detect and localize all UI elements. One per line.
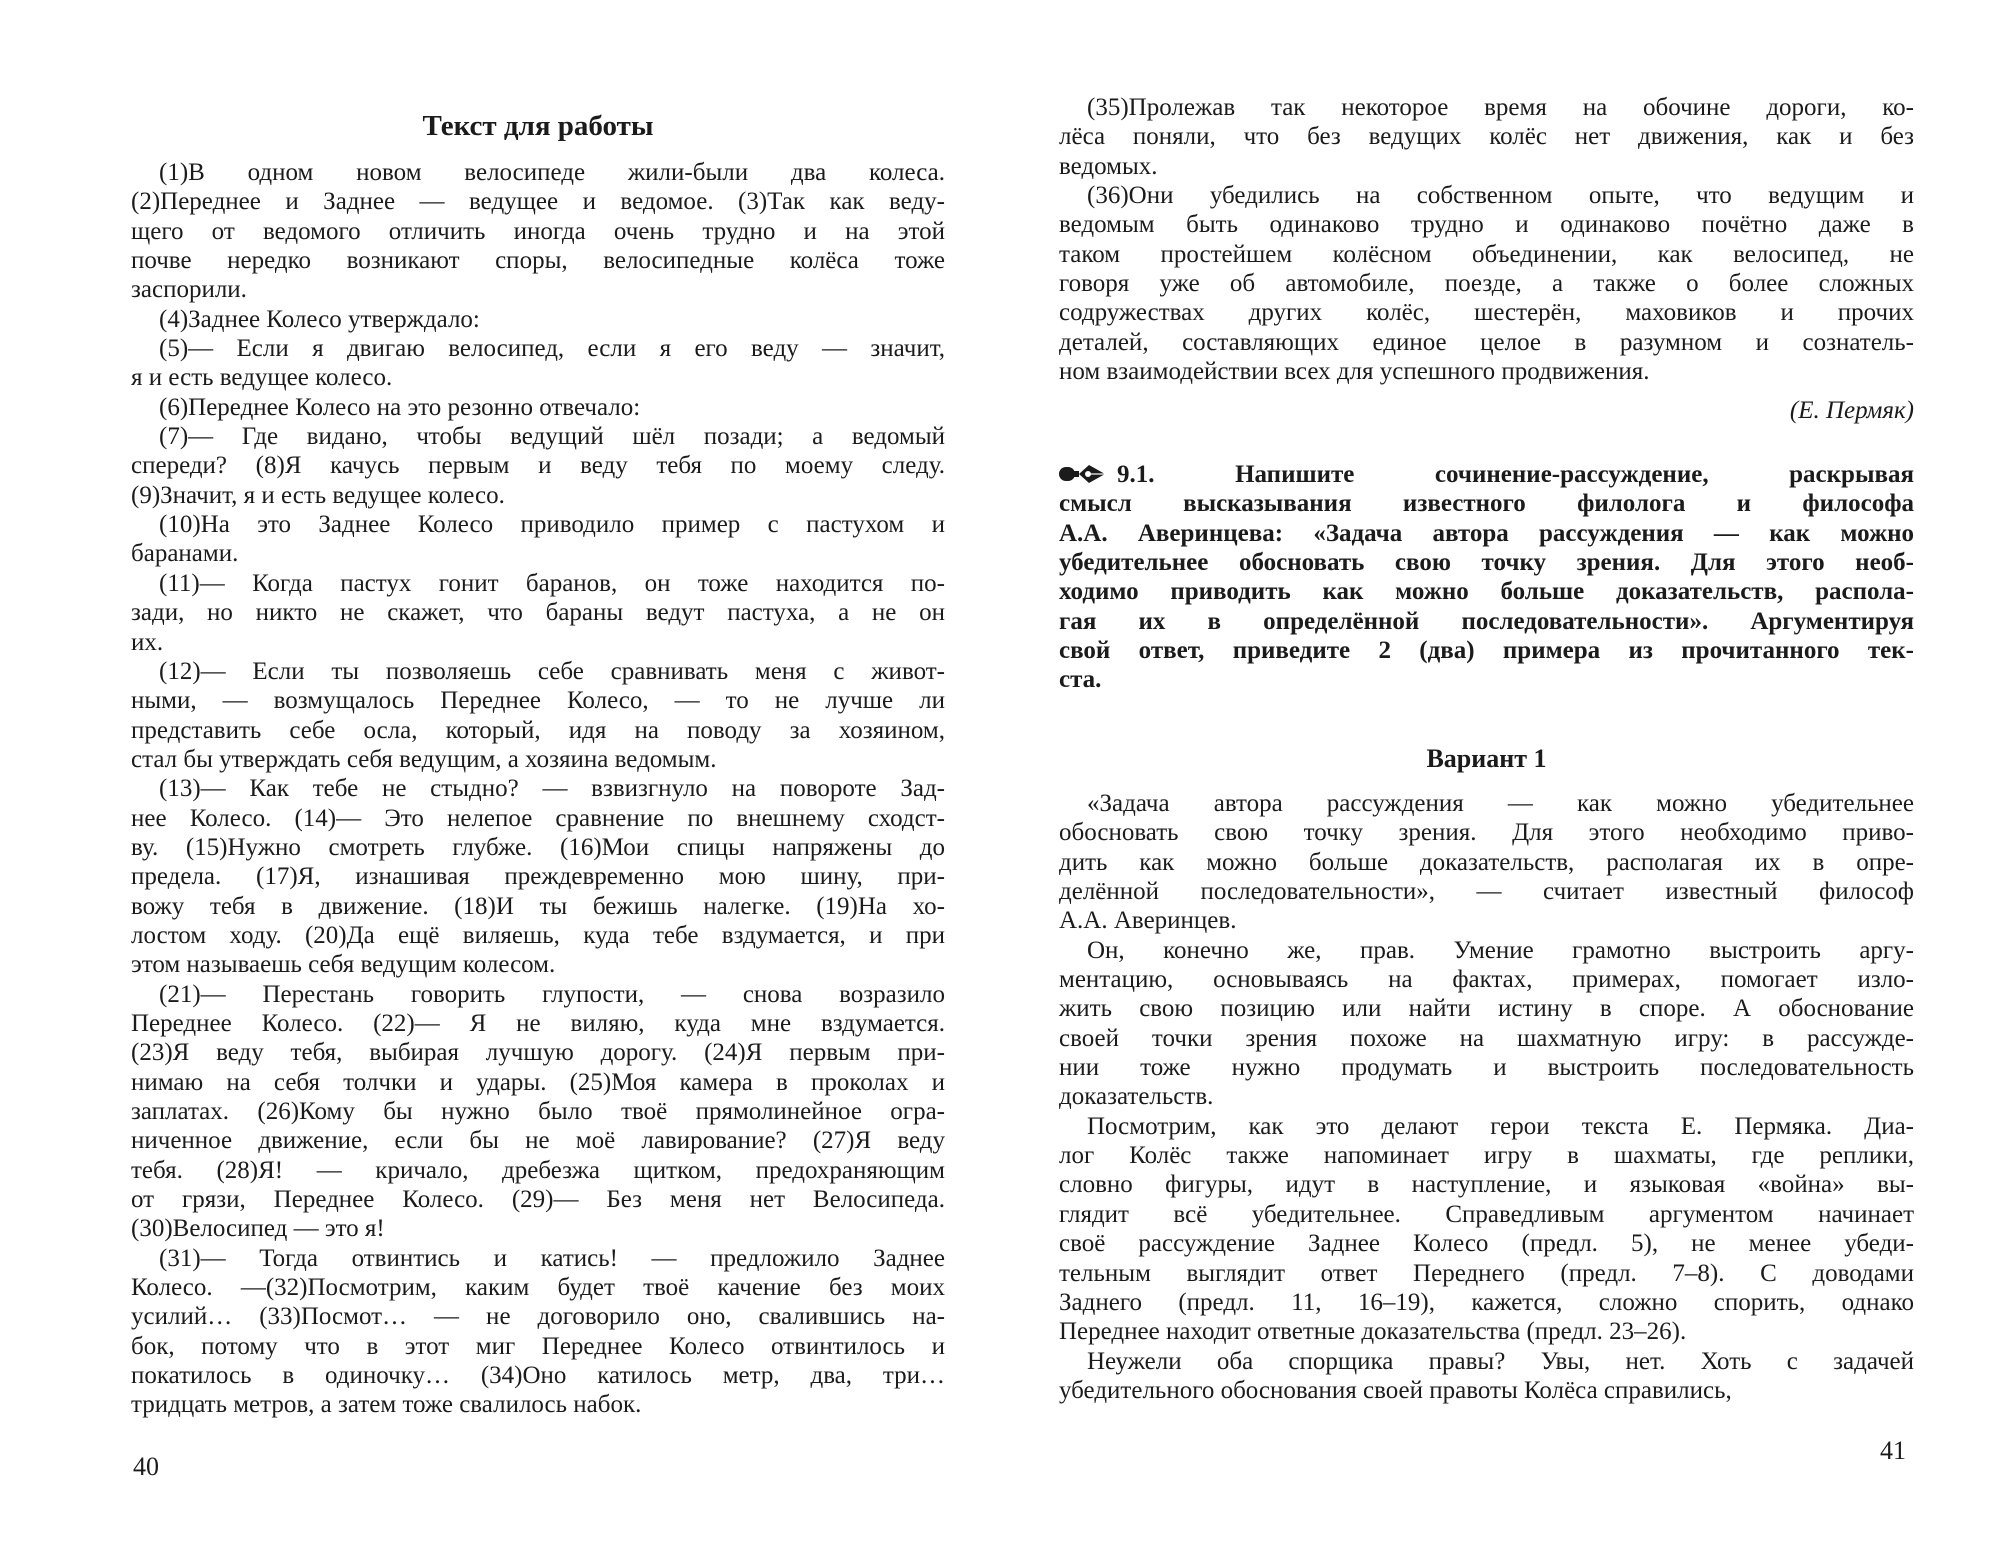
- text-line: ниченное движение, если бы не моё лавирование? (27)Я веду: [131, 1127, 945, 1155]
- text-line: Посмотрим, как это делают герои текста Е. Пермяка. Диа-: [1087, 1112, 1914, 1140]
- text-line: зади, но никто не скажет, что бараны ведут пастуха, а не он: [131, 599, 945, 627]
- right-page: [1000, 0, 2000, 1541]
- task-line: смысл высказывания известного филолога и философа: [1059, 490, 1914, 518]
- text-line: ву. (15)Нужно смотреть глубже. (16)Мои спицы напряжены до: [131, 833, 945, 861]
- page-number: 40: [133, 1452, 159, 1481]
- paragraph: [1059, 1112, 1914, 1347]
- text-line: (7)— Где видано, чтобы ведущий шёл позади; а ведомый: [159, 423, 945, 451]
- task-line: убедительнее обосновать свою точку зрения. Для этого необ-: [1059, 549, 1914, 577]
- text-line: лостом ходу. (20)Да ещё виляешь, куда тебе вздумается, и при: [131, 921, 945, 949]
- task-line: свой ответ, приведите 2 (два) примера из прочитанного тек-: [1059, 637, 1914, 665]
- text-line: этом называешь себя ведущим колесом.: [131, 951, 556, 979]
- text-line: убедительного обоснования своей правоты Колёса справились,: [1059, 1376, 1732, 1404]
- text-line: А.А. Аверинцев.: [1059, 907, 1237, 935]
- paragraph: [1059, 936, 1914, 1112]
- text-line: своё рассуждение Заднее Колесо (предл. 5), не менее убеди-: [1059, 1230, 1914, 1258]
- paragraph: [131, 657, 945, 774]
- text-line: ведомых.: [1059, 152, 1158, 180]
- text-line: дить как можно больше доказательств, располагая их в опре-: [1059, 848, 1914, 876]
- text-line: тельным выглядит ответ Переднего (предл. 7–8). С доводами: [1059, 1259, 1914, 1287]
- text-line: я и есть ведущее колесо.: [131, 364, 393, 392]
- text-line: (12)— Если ты позволяешь себе сравнивать меня с живот-: [159, 657, 945, 685]
- text-line: жить свою позицию или найти истину в споре. А обоснование: [1059, 995, 1914, 1023]
- text-line: обосновать свою точку зрения. Для этого необходимо приво-: [1059, 819, 1914, 847]
- text-line: (4)Заднее Колесо утверждало:: [159, 305, 480, 333]
- text-line: (23)Я веду тебя, выбирая лучшую дорогу. (24)Я первым при-: [131, 1039, 945, 1067]
- task-block: [1059, 460, 1914, 695]
- text-line: своей точки зрения похоже на шахматную игру: в рассужде-: [1059, 1024, 1914, 1052]
- paragraph: [131, 393, 945, 422]
- text-line: усилий… (33)Посмот… — не договорило оно, свалившись на-: [131, 1303, 945, 1331]
- text-line: их.: [131, 628, 164, 656]
- text-line: покатилось в одиночку… (34)Оно катилось метр, два, три…: [131, 1362, 945, 1390]
- text-line: вожу тебя в движение. (18)И ты бежишь налегке. (19)На хо-: [131, 892, 945, 920]
- pen-nib-icon: [1059, 462, 1107, 482]
- text-line: Колесо. —(32)Посмотрим, каким будет твоё качение без моих: [131, 1274, 945, 1302]
- text-line: (31)— Тогда отвинтись и катись! — предложило Заднее: [159, 1244, 945, 1272]
- paragraph: [131, 774, 945, 979]
- text-line: предела. (17)Я, изнашивая преждевременно мою шину, при-: [131, 863, 945, 891]
- text-line: (21)— Перестань говорить глупости, — снова возразило: [159, 980, 945, 1008]
- text-line: стал бы утверждать себя ведущим, а хозяина ведомым.: [131, 745, 717, 773]
- text-line: (6)Переднее Колесо на это резонно отвечало:: [159, 393, 641, 421]
- paragraph: [131, 1244, 945, 1420]
- page-title: Текст для работы: [422, 110, 654, 142]
- text-line: спереди? (8)Я качусь первым и веду тебя по моему следу.: [131, 452, 945, 480]
- story-text: [131, 158, 945, 1420]
- task-line: ходимо приводить как можно больше доказательств, распола-: [1059, 578, 1914, 606]
- text-line: лёса поняли, что без ведущих колёс нет движения, как и без: [1059, 123, 1914, 151]
- text-line: (2)Переднее и Заднее — ведущее и ведомое. (3)Так как веду-: [131, 188, 945, 216]
- text-line: нии тоже нужно продумать и выстроить последовательность: [1059, 1054, 1914, 1082]
- text-line: деталей, составляющих единое целое в разумном и сознатель-: [1059, 328, 1914, 356]
- text-line: бок, потому что в этот миг Переднее Колесо отвинтилось и: [131, 1332, 945, 1360]
- text-line: Неужели оба спорщика правы? Увы, нет. Хоть с задачей: [1087, 1347, 1914, 1375]
- text-line: от грязи, Переднее Колесо. (29)— Без меня нет Велосипеда.: [131, 1186, 945, 1214]
- task-line: гая их в определённой последовательности». Аргументируя: [1059, 607, 1914, 635]
- text-line: (30)Велосипед — это я!: [131, 1215, 385, 1243]
- text-line: таком простейшем колёсном объединении, как велосипед, не: [1059, 240, 1914, 268]
- paragraph: [131, 569, 945, 657]
- text-line: ведомым быть одинаково трудно и одинаково почётно даже в: [1059, 211, 1914, 239]
- text-line: ном взаимодействии всех для успешного продвижения.: [1059, 358, 1650, 386]
- variant-essay-text: [1059, 789, 1914, 1405]
- paragraph: [1059, 1347, 1914, 1406]
- paragraph: [131, 158, 945, 305]
- author-attribution: (Е. Пермяк): [1789, 397, 1914, 424]
- text-line: Переднее Колесо. (22)— Я не виляю, куда мне вздумается.: [131, 1009, 945, 1037]
- paragraph: [131, 510, 945, 569]
- paragraph: [1059, 93, 1914, 181]
- text-line: тебя. (28)Я! — кричало, дребезжа щитком, предохраняющим: [131, 1156, 945, 1184]
- text-line: глядит всё убедительнее. Справедливым аргументом начинает: [1059, 1200, 1914, 1228]
- text-line: заплатах. (26)Кому бы нужно было твоё прямолинейное огра-: [131, 1098, 945, 1125]
- text-line: (35)Пролежав так некоторое время на обочине дороги, ко-: [1087, 94, 1914, 121]
- text-line: баранами.: [131, 540, 239, 568]
- text-line: (5)— Если я двигаю велосипед, если я его веду — значит,: [159, 335, 945, 363]
- text-line: делённой последовательности», — считает известный философ: [1059, 878, 1914, 906]
- page-number: 41: [1880, 1436, 1906, 1465]
- task-line: [1059, 460, 1914, 489]
- paragraph: [131, 422, 945, 510]
- paragraph: [1059, 789, 1914, 936]
- text-line: почве нередко возникают споры, велосипедные колёса тоже: [131, 247, 945, 275]
- task-text: 9.1. Напишите сочинение-рассуждение, раскрывая: [1117, 461, 1914, 488]
- text-line: (10)На это Заднее Колесо приводило пример с пастухом и: [159, 511, 945, 539]
- text-line: нимаю на себя толчки и удары. (25)Моя камера в проколах и: [131, 1068, 945, 1096]
- task-line: А.А. Аверинцева: «Задача автора рассуждения — как можно: [1059, 519, 1914, 547]
- text-line: нее Колесо. (14)— Это нелепое сравнение по внешнему сходст-: [131, 804, 945, 832]
- text-line: Он, конечно же, прав. Умение грамотно выстроить аргу-: [1087, 936, 1914, 964]
- text-line: (36)Они убедились на собственном опыте, что ведущим и: [1087, 182, 1914, 210]
- text-line: заспорили.: [131, 276, 247, 304]
- task-line: ста.: [1059, 666, 1102, 694]
- text-line: (9)Значит, я и есть ведущее колесо.: [131, 481, 505, 509]
- text-line: Переднее находит ответные доказательства (предл. 23–26).: [1059, 1318, 1687, 1346]
- text-line: (1)В одном новом велосипеде жили-были два колеса.: [159, 159, 945, 186]
- text-line: говоря уже об автомобиле, поезде, а также о более сложных: [1059, 270, 1914, 298]
- text-line: (13)— Как тебе не стыдно? — взвизгнуло на повороте Зад-: [159, 775, 945, 803]
- text-line: словно фигуры, идут в наступление, и языковая «война» вы-: [1059, 1171, 1914, 1199]
- text-line: содружествах других колёс, шестерён, маховиков и прочих: [1059, 299, 1914, 327]
- paragraph: [1059, 181, 1914, 386]
- paragraph: [131, 334, 945, 393]
- text-line: щего от ведомого отличить иногда очень трудно и на этой: [131, 217, 945, 245]
- text-line: доказательств.: [1059, 1083, 1214, 1111]
- text-line: «Задача автора рассуждения — как можно убедительнее: [1087, 790, 1914, 817]
- variant-heading: Вариант 1: [1426, 744, 1547, 773]
- text-line: лог Колёс также напоминает игру в шахматы, где реплики,: [1059, 1142, 1914, 1170]
- story-ending-text: [1059, 93, 1914, 386]
- text-line: представить себе осла, который, идя на поводу за хозяином,: [131, 716, 945, 744]
- paragraph: [131, 980, 945, 1244]
- text-line: (11)— Когда пастух гонит баранов, он тоже находится по-: [159, 569, 945, 597]
- text-line: ными, — возмущалось Переднее Колесо, — то не лучше ли: [131, 687, 945, 715]
- text-line: ментацию, основываясь на фактах, примерах, помогает изло-: [1059, 966, 1914, 994]
- text-line: тридцать метров, а затем тоже свалилось набок.: [131, 1391, 642, 1419]
- paragraph: [131, 305, 945, 334]
- text-line: Заднего (предл. 11, 16–19), кажется, сложно спорить, однако: [1059, 1288, 1914, 1316]
